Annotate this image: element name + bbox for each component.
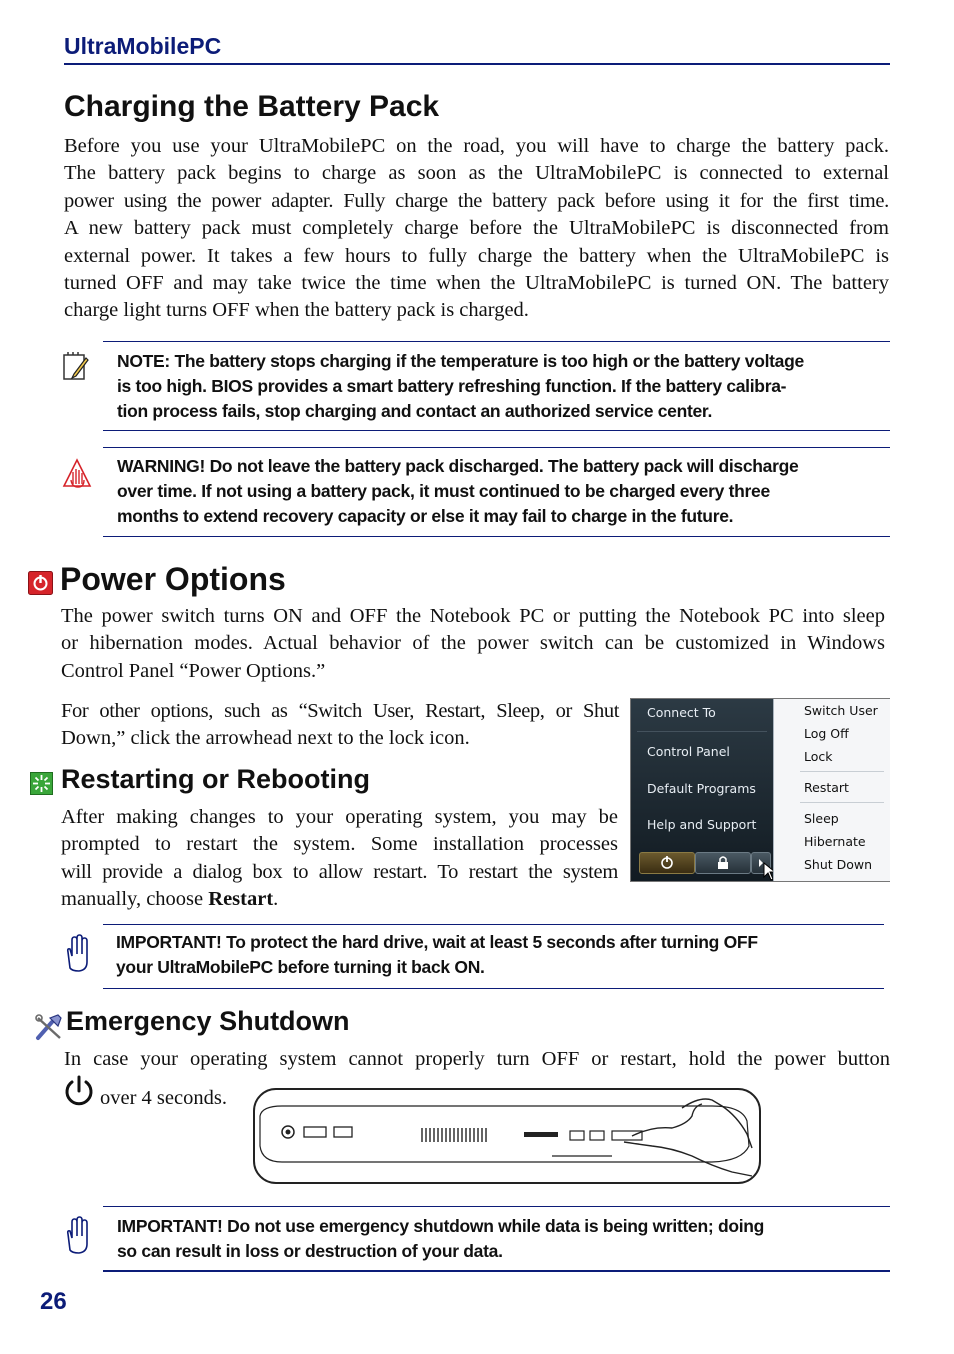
menu-item-log-off[interactable]: Log Off <box>804 726 849 741</box>
paragraph-line: The power switch turns ON and OFF the Notebook PC or putting the Notebook PC into sleep <box>61 605 885 627</box>
hand-icon <box>62 1216 92 1256</box>
section-title-emergency: Emergency Shutdown <box>66 1006 350 1036</box>
restart-instruction-bold: Restart <box>208 888 274 911</box>
menu-separator <box>800 802 884 803</box>
menu-item-shut-down[interactable]: Shut Down <box>804 857 873 872</box>
running-header: UltraMobilePC <box>64 33 222 59</box>
important-line: IMPORTANT! To protect the hard drive, wait at least 5 seconds after turning OFF <box>116 932 758 952</box>
menu-item-hibernate[interactable]: Hibernate <box>804 834 866 849</box>
tool-icon <box>34 1012 64 1042</box>
device-side-illustration <box>252 1086 762 1186</box>
section-title-restart: Restarting or Rebooting <box>61 764 370 794</box>
note-text <box>117 349 892 424</box>
restart-instruction-prefix: manually, choose <box>61 888 209 911</box>
power-button[interactable] <box>639 852 695 874</box>
menu-item-restart[interactable]: Restart <box>804 780 849 795</box>
menu-separator <box>800 771 884 772</box>
power-icon <box>640 853 694 873</box>
header-rule <box>64 63 890 65</box>
lock-icon <box>696 853 750 873</box>
warning-text <box>117 454 892 529</box>
important-line: so can result in loss or destruction of your data. <box>117 1241 503 1261</box>
warning-line: months to extend recovery capacity or else it may fail to charge in the future. <box>117 506 734 526</box>
paragraph-line: charge light turns OFF when the battery pack is charged. <box>64 299 529 322</box>
paragraph-line: Down,” click the arrowhead next to the lock icon. <box>61 727 470 750</box>
paragraph-line <box>61 886 618 913</box>
warning-top-rule <box>103 447 890 448</box>
paragraph-line: For other options, such as “Switch User, Restart, Sleep, or Shut <box>61 700 619 722</box>
important2-top-rule <box>103 1206 890 1207</box>
important1-bottom-rule <box>103 988 884 989</box>
power-other-paragraph <box>61 698 619 753</box>
note-line: NOTE: The battery stops charging if the temperature is too high or the battery voltage <box>117 351 804 371</box>
menu-item-switch-user[interactable]: Switch User <box>804 703 878 718</box>
important2-text <box>117 1214 892 1264</box>
important1-text <box>116 930 886 980</box>
important1-top-rule <box>103 924 884 925</box>
power-symbol-icon <box>62 1075 96 1109</box>
paragraph-line: The battery pack begins to charge as soon as the UltraMobilePC is connected to external <box>64 162 889 185</box>
emergency-line1: In case your operating system cannot properly turn OFF or restart, hold the power button <box>64 1048 890 1070</box>
menu-item-sleep[interactable]: Sleep <box>804 811 839 826</box>
power-icon <box>28 571 53 595</box>
start-menu-power-submenu <box>773 699 890 881</box>
menu-separator <box>637 731 767 732</box>
section-title-power: Power Options <box>60 561 286 597</box>
important-line: your UltraMobilePC before turning it back ON. <box>116 957 485 977</box>
warning-line: WARNING! Do not leave the battery pack discharged. The battery pack will discharge <box>117 456 799 476</box>
hand-icon <box>62 934 92 974</box>
paragraph-line: power using the power adapter. Fully charge the battery pack before using it for the first time. <box>64 189 889 212</box>
restart-icon <box>30 772 53 795</box>
note-line: tion process fails, stop charging and contact an authorized service center. <box>117 401 713 421</box>
warning-bottom-rule <box>103 536 890 537</box>
page-number: 26 <box>40 1288 67 1315</box>
menu-item-connect-to[interactable]: Connect To <box>647 705 716 720</box>
menu-item-control-panel[interactable]: Control Panel <box>647 744 730 759</box>
important2-bottom-rule <box>103 1270 890 1272</box>
section-title-charging: Charging the Battery Pack <box>64 90 440 123</box>
note-line: is too high. BIOS provides a smart battery refreshing function. If the battery calibra- <box>117 376 787 396</box>
note-bottom-rule <box>103 430 890 431</box>
important-line: IMPORTANT! Do not use emergency shutdown while data is being written; doing <box>117 1216 765 1236</box>
warning-hand-icon <box>62 458 92 490</box>
menu-item-default-programs[interactable]: Default Programs <box>647 781 756 796</box>
restart-paragraph <box>61 804 618 914</box>
charging-paragraph <box>64 133 889 325</box>
restart-instruction-suffix: . <box>273 888 279 911</box>
paragraph-line: prompted to restart the system. Some installation processes <box>61 833 618 856</box>
start-menu-screenshot <box>630 698 890 882</box>
paragraph-line: Control Panel “Power Options.” <box>61 659 326 682</box>
warning-line: over time. If not using a battery pack, it must continued to be charged every three <box>117 481 770 501</box>
menu-item-lock[interactable]: Lock <box>804 749 833 764</box>
note-top-rule <box>103 341 890 342</box>
paragraph-line: After making changes to your operating system, you may be <box>61 806 618 828</box>
menu-item-help-support[interactable]: Help and Support <box>647 817 757 832</box>
paragraph-line: Before you use your UltraMobilePC on the road, you will have to charge the battery pack. <box>64 135 889 157</box>
paragraph-line: external power. It takes a few hours to fully charge the battery when the UltraMobilePC is <box>64 244 889 267</box>
note-pencil-icon <box>62 352 90 382</box>
paragraph-line: A new battery pack must completely charge before the UltraMobilePC is disconnected from <box>64 217 889 240</box>
paragraph-line: will provide a dialog box to allow restart. To restart the system <box>61 860 618 883</box>
start-menu-left-pane <box>631 699 773 881</box>
lock-button[interactable] <box>695 852 751 874</box>
paragraph-line: turned OFF and may take twice the time when the UltraMobilePC is turned ON. The battery <box>64 272 889 295</box>
power-paragraph <box>61 603 885 685</box>
emergency-line2: over 4 seconds. <box>100 1087 227 1109</box>
paragraph-line: or hibernation modes. Actual behavior of the power switch can be customized in Windows <box>61 632 885 655</box>
